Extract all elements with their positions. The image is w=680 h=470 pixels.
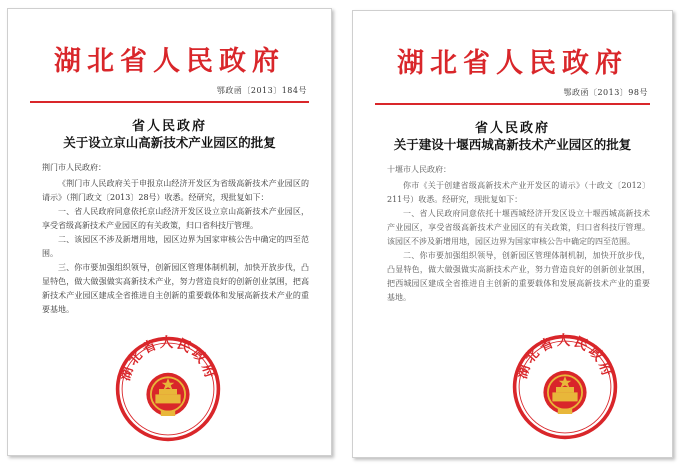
masthead: 湖北省人民政府 [397,48,628,79]
document-body [387,163,650,305]
official-seal-icon [114,335,222,443]
body-paragraph: 一、省人民政府同意依托京山经济开发区设立京山高新技术产业园区，享受省级高新技术产业园区的有关政策，归口省科技厅管理。 [42,207,309,230]
svg-text:湖北省人民政府: 湖北省人民政府 [514,333,616,381]
official-seal-icon [511,333,619,441]
body-paragraph: 你市《关于创建省级高新技术产业开发区的请示》（十政文〔2012〕211号）收悉。经研究，现批复如下： [387,181,650,204]
issuer: 省人民政府 [131,119,207,134]
document-page-right [352,10,673,458]
document-title: 关于设立京山高新技术产业园区的批复 [63,135,276,150]
document-page-left [7,8,332,456]
body-paragraph: 三、你市要加强组织领导，创新园区管理体制机制，加快开放步伐，凸显特色，做大做强做实高新技术产业，努力营造良好的创新创业氛围，把高新技术产业园区建成全省推进自主创新的重要载体和发展高新技术产业的重要基地。 [42,263,309,314]
document-title: 关于建设十堰西城高新技术产业园区的批复 [393,137,632,152]
national-emblem-icon [543,371,586,414]
issuer: 省人民政府 [474,121,550,136]
document-body [42,161,309,317]
masthead: 湖北省人民政府 [54,46,285,77]
body-paragraph: 二、该园区不涉及新增用地，园区边界为国家审核公告中确定的四至范围。 [42,235,309,258]
red-divider-line [30,101,309,103]
body-paragraph: 二、你市要加强组织领导，创新园区管理体制机制，加快开放步伐，凸显特色，做大做强做实高新技术产业，努力营造良好的创新创业氛围，把西城园区建成全省推进自主创新的重要载体和发展高新技术产业的重要基地。 [387,251,650,302]
svg-text:湖北省人民政府: 湖北省人民政府 [117,335,219,383]
body-paragraph: 《荆门市人民政府关于申报京山经济开发区为省级高新技术产业园区的请示》（荆门政文〔2013〕28号）收悉。经研究，现批复如下： [42,179,309,202]
addressee: 十堰市人民政府： [387,165,451,174]
red-divider-line [375,103,650,105]
body-paragraph: 一、省人民政府同意依托十堰西城经济开发区设立十堰西城高新技术产业园区，享受省级高新技术产业园区的有关政策，归口省科技厅管理。该园区不涉及新增用地，园区边界为国家审核公告中确定的四至范围。 [387,209,650,246]
document-number: 鄂政函〔2013〕184号 [216,86,307,95]
addressee: 荆门市人民政府： [42,163,106,172]
document-number: 鄂政函〔2013〕98号 [563,88,648,97]
national-emblem-icon [146,373,189,416]
